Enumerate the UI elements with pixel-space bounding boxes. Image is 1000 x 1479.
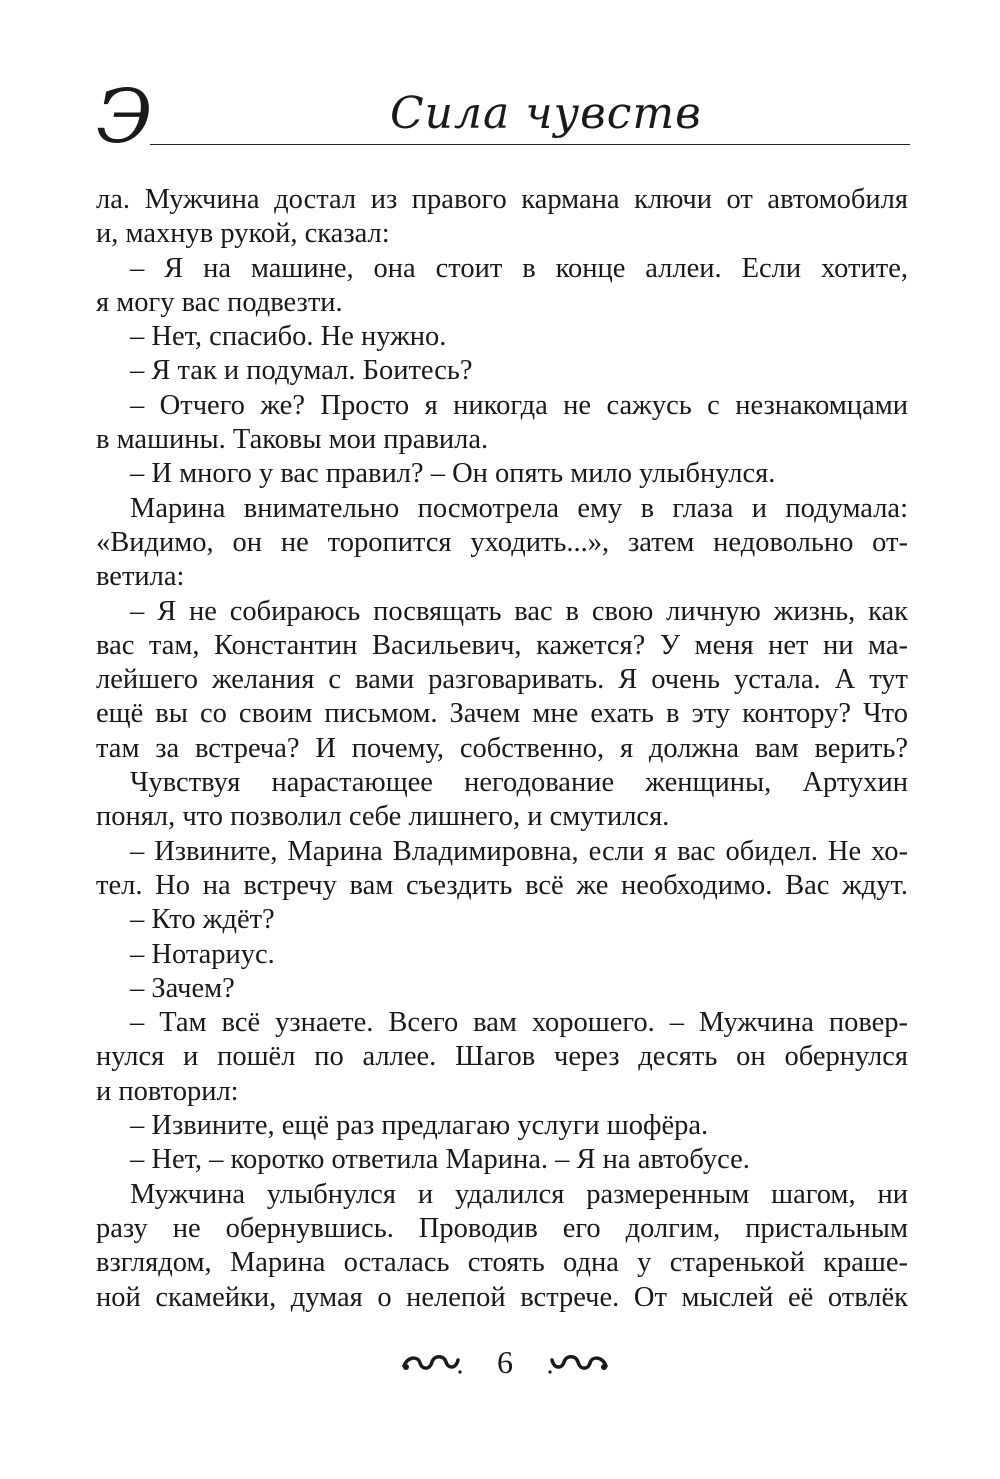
- text-line: – Извините, ещё раз предлагаю услуги шофёра.: [130, 1110, 709, 1142]
- text-line: – Я на машине, она стоит в конце аллеи. Если хотите,: [130, 252, 908, 284]
- text-line: – Нет, – коротко ответила Марина. – Я на автобусе.: [130, 1144, 750, 1176]
- text-line: – Я так и подумал. Боитесь?: [130, 355, 473, 387]
- text-line: – Зачем?: [130, 972, 235, 1004]
- text-line: Марина внимательно посмотрела ему в глаза и подумала:: [130, 492, 908, 524]
- text-line: тел. Но на встречу вам съездить всё же необходимо. Вас ждут.: [96, 869, 908, 901]
- text-line: – Кто ждёт?: [130, 904, 275, 936]
- text-line: – И много у вас правил? – Он опять мило улыбнулся.: [130, 458, 776, 490]
- text-line: нулся и пошёл по аллее. Шагов через десять он обернулся: [96, 1041, 908, 1073]
- running-header: [96, 72, 910, 162]
- text-line: взглядом, Марина осталась стоять одна у старенькой краше-: [96, 1247, 908, 1279]
- page-body-text: [96, 183, 908, 1315]
- text-line: – Извините, Марина Владимировна, если я вас обидел. Не хо-: [130, 835, 908, 867]
- text-line: «Видимо, он не торопится уходить...», затем недовольно от-: [96, 526, 908, 558]
- text-line: ещё вы со своим письмом. Зачем мне ехать в эту контору? Что: [96, 698, 908, 730]
- header-rule: [150, 144, 910, 145]
- text-line: – Нет, спасибо. Не нужно.: [130, 321, 447, 353]
- text-line: – Я не собираюсь посвящать вас в свою личную жизнь, как: [130, 595, 908, 627]
- text-line: ла. Мужчина достал из правого кармана ключи от автомобиля: [96, 184, 908, 215]
- page-number: 6: [497, 1344, 513, 1380]
- text-line: ной скамейки, думая о нелепой встрече. От мыслей её отвлёк: [96, 1281, 908, 1313]
- page-footer: [400, 1340, 610, 1390]
- text-line: ветила:: [96, 561, 185, 593]
- text-line: лейшего желания с вами разговаривать. Я очень устала. А тут: [96, 664, 908, 696]
- text-line: – Там всё узнаете. Всего вам хорошего. – Мужчина повер-: [130, 1007, 908, 1039]
- text-line: я могу вас подвезти.: [96, 286, 343, 318]
- text-line: – Отчего же? Просто я никогда не сажусь с незнакомцами: [130, 389, 908, 421]
- text-line: Чувствуя нарастающее негодование женщины, Артухин: [130, 767, 908, 799]
- text-line: и повторил:: [96, 1075, 239, 1107]
- text-line: понял, что позволил себе лишнего, и смутился.: [96, 801, 670, 833]
- text-line: в машины. Таковы мои правила.: [96, 424, 489, 456]
- right-swirl-ornament: [548, 1350, 610, 1376]
- header-initial: Э: [96, 74, 153, 160]
- book-title: Сила чувств: [382, 86, 710, 142]
- text-line: и, махнув рукой, сказал:: [96, 218, 390, 250]
- text-line: разу не обернувшись. Проводив его долгим, пристальным: [96, 1212, 908, 1244]
- text-line: там за встреча? И почему, собственно, я должна вам верить?: [96, 732, 908, 764]
- text-line: – Нотариус.: [130, 938, 275, 970]
- text-line: Мужчина улыбнулся и удалился размеренным шагом, ни: [130, 1178, 908, 1210]
- text-line: вас там, Константин Васильевич, кажется? У меня нет ни ма-: [96, 629, 908, 661]
